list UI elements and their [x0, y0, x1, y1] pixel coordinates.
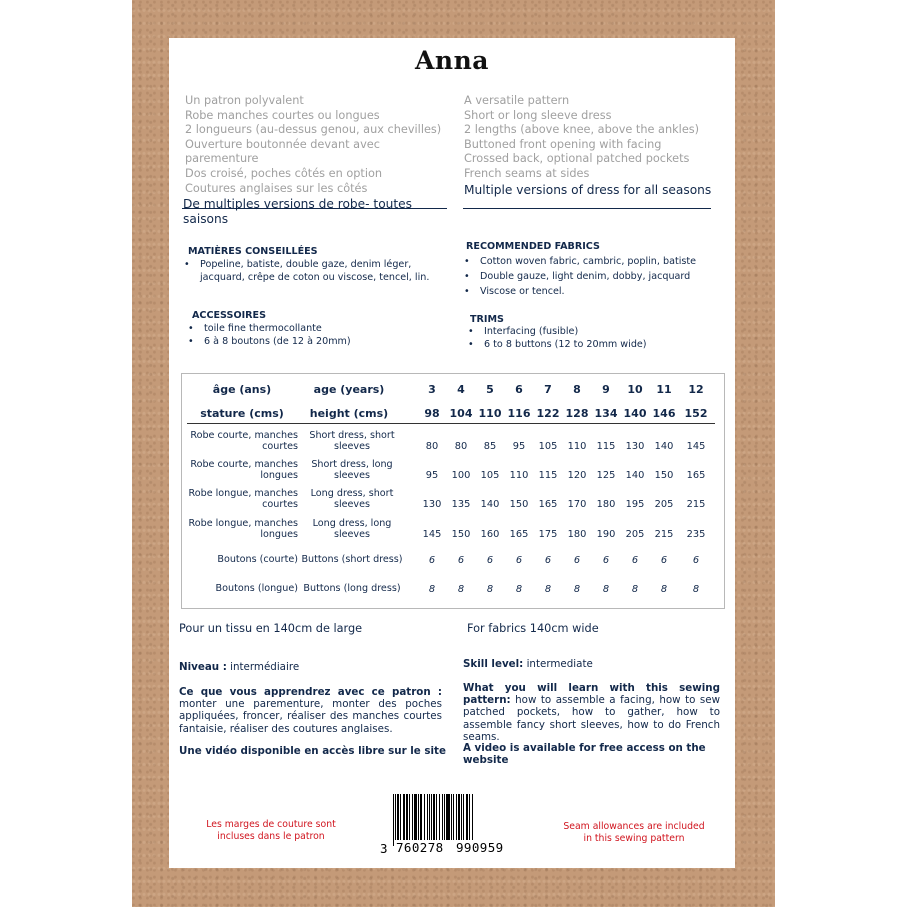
seam-allowance-note-fr [191, 819, 351, 843]
intro-fr [185, 94, 455, 226]
table-cell: 6 [602, 555, 610, 566]
skill-en-value: intermediate [523, 658, 593, 670]
table-cell: 145 [686, 441, 706, 452]
barcode [379, 794, 519, 858]
intro-en-line: French seams at sides [464, 166, 590, 180]
table-header-value: 9 [602, 383, 610, 396]
table-header-value: 8 [573, 383, 581, 396]
table-cell: 6 [631, 555, 639, 566]
table-header-value: 10 [627, 383, 643, 396]
intro-fr-line: Robe manches courtes ou longues [185, 108, 380, 122]
table-cell: 100 [451, 470, 471, 481]
table-cell: 95 [425, 470, 439, 481]
table-cell: 110 [509, 470, 529, 481]
table-cell: 130 [625, 441, 645, 452]
table-cell: 145 [422, 529, 442, 540]
table-header-value: 140 [623, 407, 647, 420]
intro-en-highlight: Multiple versions of dress for all seasons [464, 182, 712, 197]
table-row-label-fr: Boutons (courte) [217, 554, 298, 565]
table-cell: 6 [486, 555, 494, 566]
learn-en [463, 682, 720, 743]
table-header-value: 110 [478, 407, 502, 420]
table-header-value: 5 [486, 383, 494, 396]
intro-fr-line: Coutures anglaises sur les côtés [185, 181, 368, 195]
intro-en-line: Buttoned front opening with facing [464, 137, 662, 151]
table-header-value: 6 [515, 383, 523, 396]
fabrics-fr-heading: MATIÈRES CONSEILLÉES [188, 246, 318, 257]
table-cell: 140 [654, 441, 674, 452]
intro-fr-divider [182, 208, 447, 209]
skill-en-label: Skill level: [463, 658, 524, 670]
table-cell: 215 [686, 499, 706, 510]
table-cell: 8 [692, 584, 700, 595]
table-header-value: 134 [594, 407, 618, 420]
fabrics-en-heading: RECOMMENDED FABRICS [466, 241, 600, 252]
table-cell: 6 [457, 555, 465, 566]
table-cell: 130 [422, 499, 442, 510]
table-row-label-fr: Robe longue, manches longues [188, 518, 298, 540]
table-cell: 8 [660, 584, 668, 595]
fabrics-en-list [480, 254, 720, 299]
table-cell: 165 [538, 499, 558, 510]
pattern-title: Anna [415, 46, 489, 75]
table-row-label-en: Short dress, short sleeves [309, 430, 395, 452]
table-cell: 170 [567, 499, 587, 510]
skill-fr-value: intermédiaire [226, 661, 300, 673]
table-cell: 6 [660, 555, 668, 566]
fabric-width-en: For fabrics 140cm wide [467, 622, 599, 635]
table-cell: 165 [686, 470, 706, 481]
trims-fr-item: • toile fine thermocollante [204, 322, 434, 335]
table-cell: 235 [686, 529, 706, 540]
table-cell: 95 [512, 441, 526, 452]
seam-note-fr-line: Les marges de couture sont [206, 819, 336, 830]
learn-fr [179, 686, 442, 735]
table-cell: 105 [538, 441, 558, 452]
trims-fr-item: • 6 à 8 boutons (de 12 à 20mm) [204, 335, 434, 348]
learn-en-label: What you will learn with this sewing pattern: [463, 682, 720, 707]
barcode-left-digits: 760278 [396, 840, 444, 855]
seam-note-fr-line: incluses dans le patron [217, 831, 325, 842]
table-header-fr: âge (ans) [212, 383, 272, 396]
table-cell: 150 [451, 529, 471, 540]
table-cell: 8 [544, 584, 552, 595]
seam-allowance-note-en [553, 821, 715, 845]
table-header-value: 128 [565, 407, 589, 420]
table-header-value: 11 [656, 383, 672, 396]
trims-fr-heading: ACCESSOIRES [192, 310, 267, 321]
table-row-label-en: Buttons (long dress) [303, 583, 401, 594]
table-cell: 120 [567, 470, 587, 481]
seam-note-en-line: Seam allowances are included [563, 821, 705, 832]
table-cell: 205 [625, 529, 645, 540]
fabrics-en-item: • Viscose or tencel. [480, 284, 720, 299]
table-header-en: height (cms) [309, 407, 389, 420]
table-cell: 180 [596, 499, 616, 510]
barcode-bars [393, 794, 515, 840]
intro-fr-line: Un patron polyvalent [185, 94, 304, 107]
table-header-value: 116 [507, 407, 531, 420]
table-cell: 140 [480, 499, 500, 510]
table-row-label-en: Long dress, short sleeves [310, 488, 394, 510]
table-cell: 105 [480, 470, 500, 481]
trims-en-item: • 6 to 8 buttons (12 to 20mm wide) [484, 338, 724, 351]
intro-en-line: Crossed back, optional patched pockets [464, 152, 690, 166]
table-header-value: 98 [424, 407, 440, 420]
table-cell: 6 [515, 555, 523, 566]
video-note-en: A video is available for free access on the website [463, 742, 706, 767]
table-row-label-fr: Robe longue, manches courtes [188, 488, 298, 510]
table-cell: 8 [631, 584, 639, 595]
intro-fr-line: Dos croisé, poches côtés en option [185, 166, 383, 180]
table-header-value: 104 [449, 407, 473, 420]
size-table [181, 373, 725, 609]
barcode-first-digit: 3 [380, 841, 388, 856]
intro-fr-highlight: De multiples versions de robe- toutes saisons [183, 197, 413, 226]
table-cell: 8 [428, 584, 436, 595]
pattern-info-card [169, 38, 735, 868]
table-cell: 8 [486, 584, 494, 595]
trims-fr-list [204, 322, 434, 348]
table-row-label-fr: Boutons (longue) [215, 583, 298, 594]
intro-en-line: Short or long sleeve dress [464, 108, 612, 122]
skill-fr [179, 661, 441, 673]
intro-en-line: A versatile pattern [464, 94, 570, 107]
table-header-fr: stature (cms) [200, 407, 284, 420]
table-cell: 8 [573, 584, 581, 595]
table-cell: 6 [573, 555, 581, 566]
table-cell: 6 [692, 555, 700, 566]
table-cell: 85 [483, 441, 497, 452]
table-header-divider [187, 423, 715, 424]
table-cell: 165 [509, 529, 529, 540]
table-cell: 115 [596, 441, 616, 452]
table-header-value: 3 [428, 383, 436, 396]
intro-en-line: 2 lengths (above knee, above the ankles) [464, 123, 700, 137]
fabrics-en-item: • Cotton woven fabric, cambric, poplin, batiste [480, 254, 720, 269]
table-cell: 115 [538, 470, 558, 481]
table-cell: 8 [515, 584, 523, 595]
intro-en-divider [463, 208, 711, 209]
table-row-label-en: Short dress, long sleeves [311, 459, 393, 481]
video-note-fr: Une vidéo disponible en accès libre sur le site [179, 745, 446, 757]
table-header-value: 7 [544, 383, 552, 396]
table-cell: 80 [454, 441, 468, 452]
table-header-value: 4 [457, 383, 465, 396]
learn-en-value: how to assemble a facing, how to sew patched pockets, how to gather, how to assemble fancy short sleeves, how to do French seams. [463, 694, 720, 743]
table-row-label-en: Buttons (short dress) [301, 554, 403, 565]
fabric-width-fr: Pour un tissu en 140cm de large [179, 622, 363, 635]
trims-en-list [484, 325, 724, 351]
barcode-right-digits: 990959 [456, 840, 504, 855]
table-header-en: age (years) [313, 383, 385, 396]
trims-en-heading: TRIMS [470, 314, 504, 325]
table-header-value: 146 [652, 407, 676, 420]
table-cell: 6 [428, 555, 436, 566]
table-cell: 140 [625, 470, 645, 481]
table-row-label-en: Long dress, long sleeves [312, 518, 392, 540]
fabrics-en-item: • Double gauze, light denim, dobby, jacquard [480, 269, 720, 284]
table-header-value: 12 [688, 383, 704, 396]
table-cell: 205 [654, 499, 674, 510]
table-cell: 190 [596, 529, 616, 540]
trims-en-item: • Interfacing (fusible) [484, 325, 724, 338]
skill-fr-label: Niveau : [179, 661, 227, 673]
learn-fr-value: monter une parementure, monter des poches appliquées, froncer, réaliser des manches courtes fantaisie, réaliser des coutures anglaises. [179, 698, 442, 735]
table-cell: 125 [596, 470, 616, 481]
table-header-value: 152 [684, 407, 708, 420]
table-cell: 150 [654, 470, 674, 481]
table-cell: 160 [480, 529, 500, 540]
table-cell: 8 [457, 584, 465, 595]
learn-fr-label: Ce que vous apprendrez avec ce patron : [179, 686, 442, 698]
table-cell: 135 [451, 499, 471, 510]
fabrics-fr-item: • Popeline, batiste, double gaze, denim léger, jacquard, crêpe de coton ou viscose, tencel, lin. [200, 258, 430, 284]
intro-fr-line: Ouverture boutonnée devant avec parementure [185, 137, 380, 166]
table-cell: 175 [538, 529, 558, 540]
table-cell: 150 [509, 499, 529, 510]
seam-note-en-line: in this sewing pattern [583, 833, 685, 844]
table-cell: 8 [602, 584, 610, 595]
intro-fr-line: 2 longueurs (au-dessus genou, aux chevilles) [185, 123, 442, 137]
table-cell: 180 [567, 529, 587, 540]
intro-en [464, 94, 734, 197]
table-cell: 215 [654, 529, 674, 540]
skill-en [463, 658, 725, 670]
table-cell: 6 [544, 555, 552, 566]
table-cell: 110 [567, 441, 587, 452]
table-cell: 80 [425, 441, 439, 452]
table-cell: 195 [625, 499, 645, 510]
table-row-label-fr: Robe courte, manches longues [190, 459, 298, 481]
table-header-value: 122 [536, 407, 560, 420]
fabrics-fr-list [200, 258, 430, 284]
table-row-label-fr: Robe courte, manches courtes [190, 430, 298, 452]
